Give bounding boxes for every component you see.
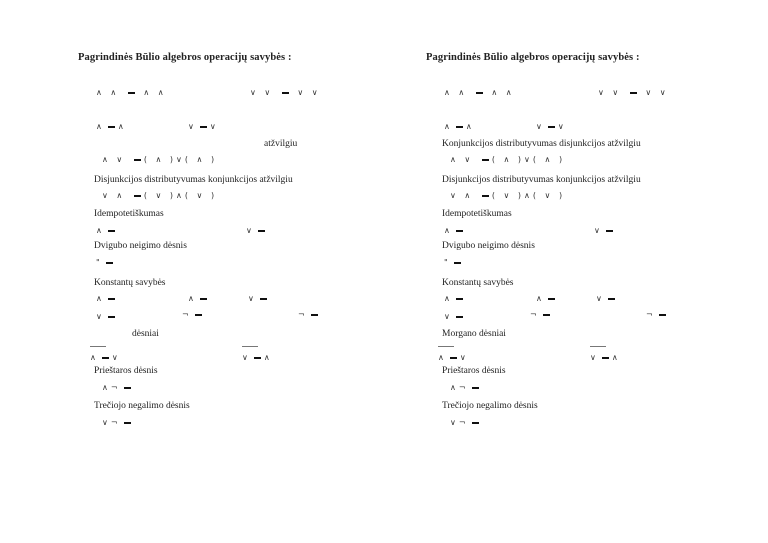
right-contradiction-formula: ∧¬ — [450, 383, 482, 392]
right-constants-formula-1: ∧ — [444, 294, 466, 303]
left-idempotent-formula-2: ∨ — [246, 226, 268, 235]
left-contradiction-label: Prieštaros dėsnis — [94, 366, 158, 376]
right-comm-formula: ∧ ∧ — [444, 122, 475, 131]
left-constants-formula-6: ¬ — [298, 310, 321, 319]
right-assoc-formula: ∧ ∧ ∧ ∧ — [444, 88, 515, 97]
right-double-negation-label: Dvigubo neigimo dėsnis — [442, 241, 535, 251]
right-constants-formula-2: ∧ — [536, 294, 558, 303]
right-contradiction-label: Prieštaros dėsnis — [442, 366, 506, 376]
left-distrib-conj-label: atžvilgiu — [264, 139, 298, 149]
left-idempotent-formula: ∧ — [96, 226, 118, 235]
right-idempotent-formula: ∧ — [444, 226, 466, 235]
right-distrib-conj-label: Konjunkcijos distributyvumas disjunkcijos atžvilgiu — [442, 139, 641, 149]
left-morgan-formula-2: ∨ ∧ — [242, 344, 273, 362]
left-heading: Pagrindinės Būlio algebros operacijų savybės : — [78, 52, 292, 63]
right-constants-formula-6: ¬ — [646, 310, 669, 319]
left-constants-formula-1: ∧ — [96, 294, 118, 303]
right-heading: Pagrindinės Būlio algebros operacijų savybės : — [426, 52, 640, 63]
left-double-negation-formula: " — [96, 258, 116, 267]
left-morgan-label: dėsniai — [132, 329, 159, 339]
right-distrib-conj-formula: ∧ ∨ ( ∧ )∨( ∧ ) — [450, 155, 566, 164]
right-distrib-disj-label: Disjunkcijos distributyvumas konjunkcijos atžvilgiu — [442, 175, 641, 185]
left-constants-formula-4: ∨ — [96, 312, 118, 321]
left-idempotent-label: Idempotetiškumas — [94, 209, 164, 219]
right-idempotent-label: Idempotetiškumas — [442, 209, 512, 219]
right-assoc-formula-2: ∨ ∨ ∨ ∨ — [598, 88, 669, 97]
left-column — [0, 0, 340, 543]
right-morgan-label: Morgano dėsniai — [442, 329, 506, 339]
left-excluded-middle-label: Trečiojo negalimo dėsnis — [94, 401, 190, 411]
left-constants-formula-3: ∨ — [248, 294, 270, 303]
right-constants-label: Konstantų savybės — [442, 278, 514, 288]
left-comm-formula-2: ∨ ∨ — [188, 122, 219, 131]
left-distrib-conj-formula: ∧ ∨ ( ∧ )∨( ∧ ) — [102, 155, 218, 164]
right-constants-formula-4: ∨ — [444, 312, 466, 321]
left-constants-formula-5: ¬ — [182, 310, 205, 319]
left-contradiction-formula: ∧¬ — [102, 383, 134, 392]
right-comm-formula-2: ∨ ∨ — [536, 122, 567, 131]
left-morgan-formula: ∧ ∨ — [90, 344, 121, 362]
right-constants-formula-5: ¬ — [530, 310, 553, 319]
right-morgan-formula-2: ∨ ∧ — [590, 344, 621, 362]
right-excluded-middle-formula: ∨¬ — [450, 418, 482, 427]
left-assoc-formula: ∧ ∧ ∧ ∧ — [96, 88, 167, 97]
right-excluded-middle-label: Trečiojo negalimo dėsnis — [442, 401, 538, 411]
right-constants-formula-3: ∨ — [596, 294, 618, 303]
left-constants-formula-2: ∧ — [188, 294, 210, 303]
left-distrib-disj-label: Disjunkcijos distributyvumas konjunkcijos atžvilgiu — [94, 175, 293, 185]
right-morgan-formula: ∧ ∨ — [438, 344, 469, 362]
right-double-negation-formula: " — [444, 258, 464, 267]
left-distrib-disj-formula: ∨ ∧ ( ∨ )∧( ∨ ) — [102, 191, 218, 200]
left-comm-formula: ∧ ∧ — [96, 122, 127, 131]
right-distrib-disj-formula: ∨ ∧ ( ∨ )∧( ∨ ) — [450, 191, 566, 200]
left-constants-label: Konstantų savybės — [94, 278, 166, 288]
right-idempotent-formula-2: ∨ — [594, 226, 616, 235]
right-column — [348, 0, 688, 543]
left-assoc-formula-2: ∨ ∨ ∨ ∨ — [250, 88, 321, 97]
left-excluded-middle-formula: ∨¬ — [102, 418, 134, 427]
left-double-negation-label: Dvigubo neigimo dėsnis — [94, 241, 187, 251]
